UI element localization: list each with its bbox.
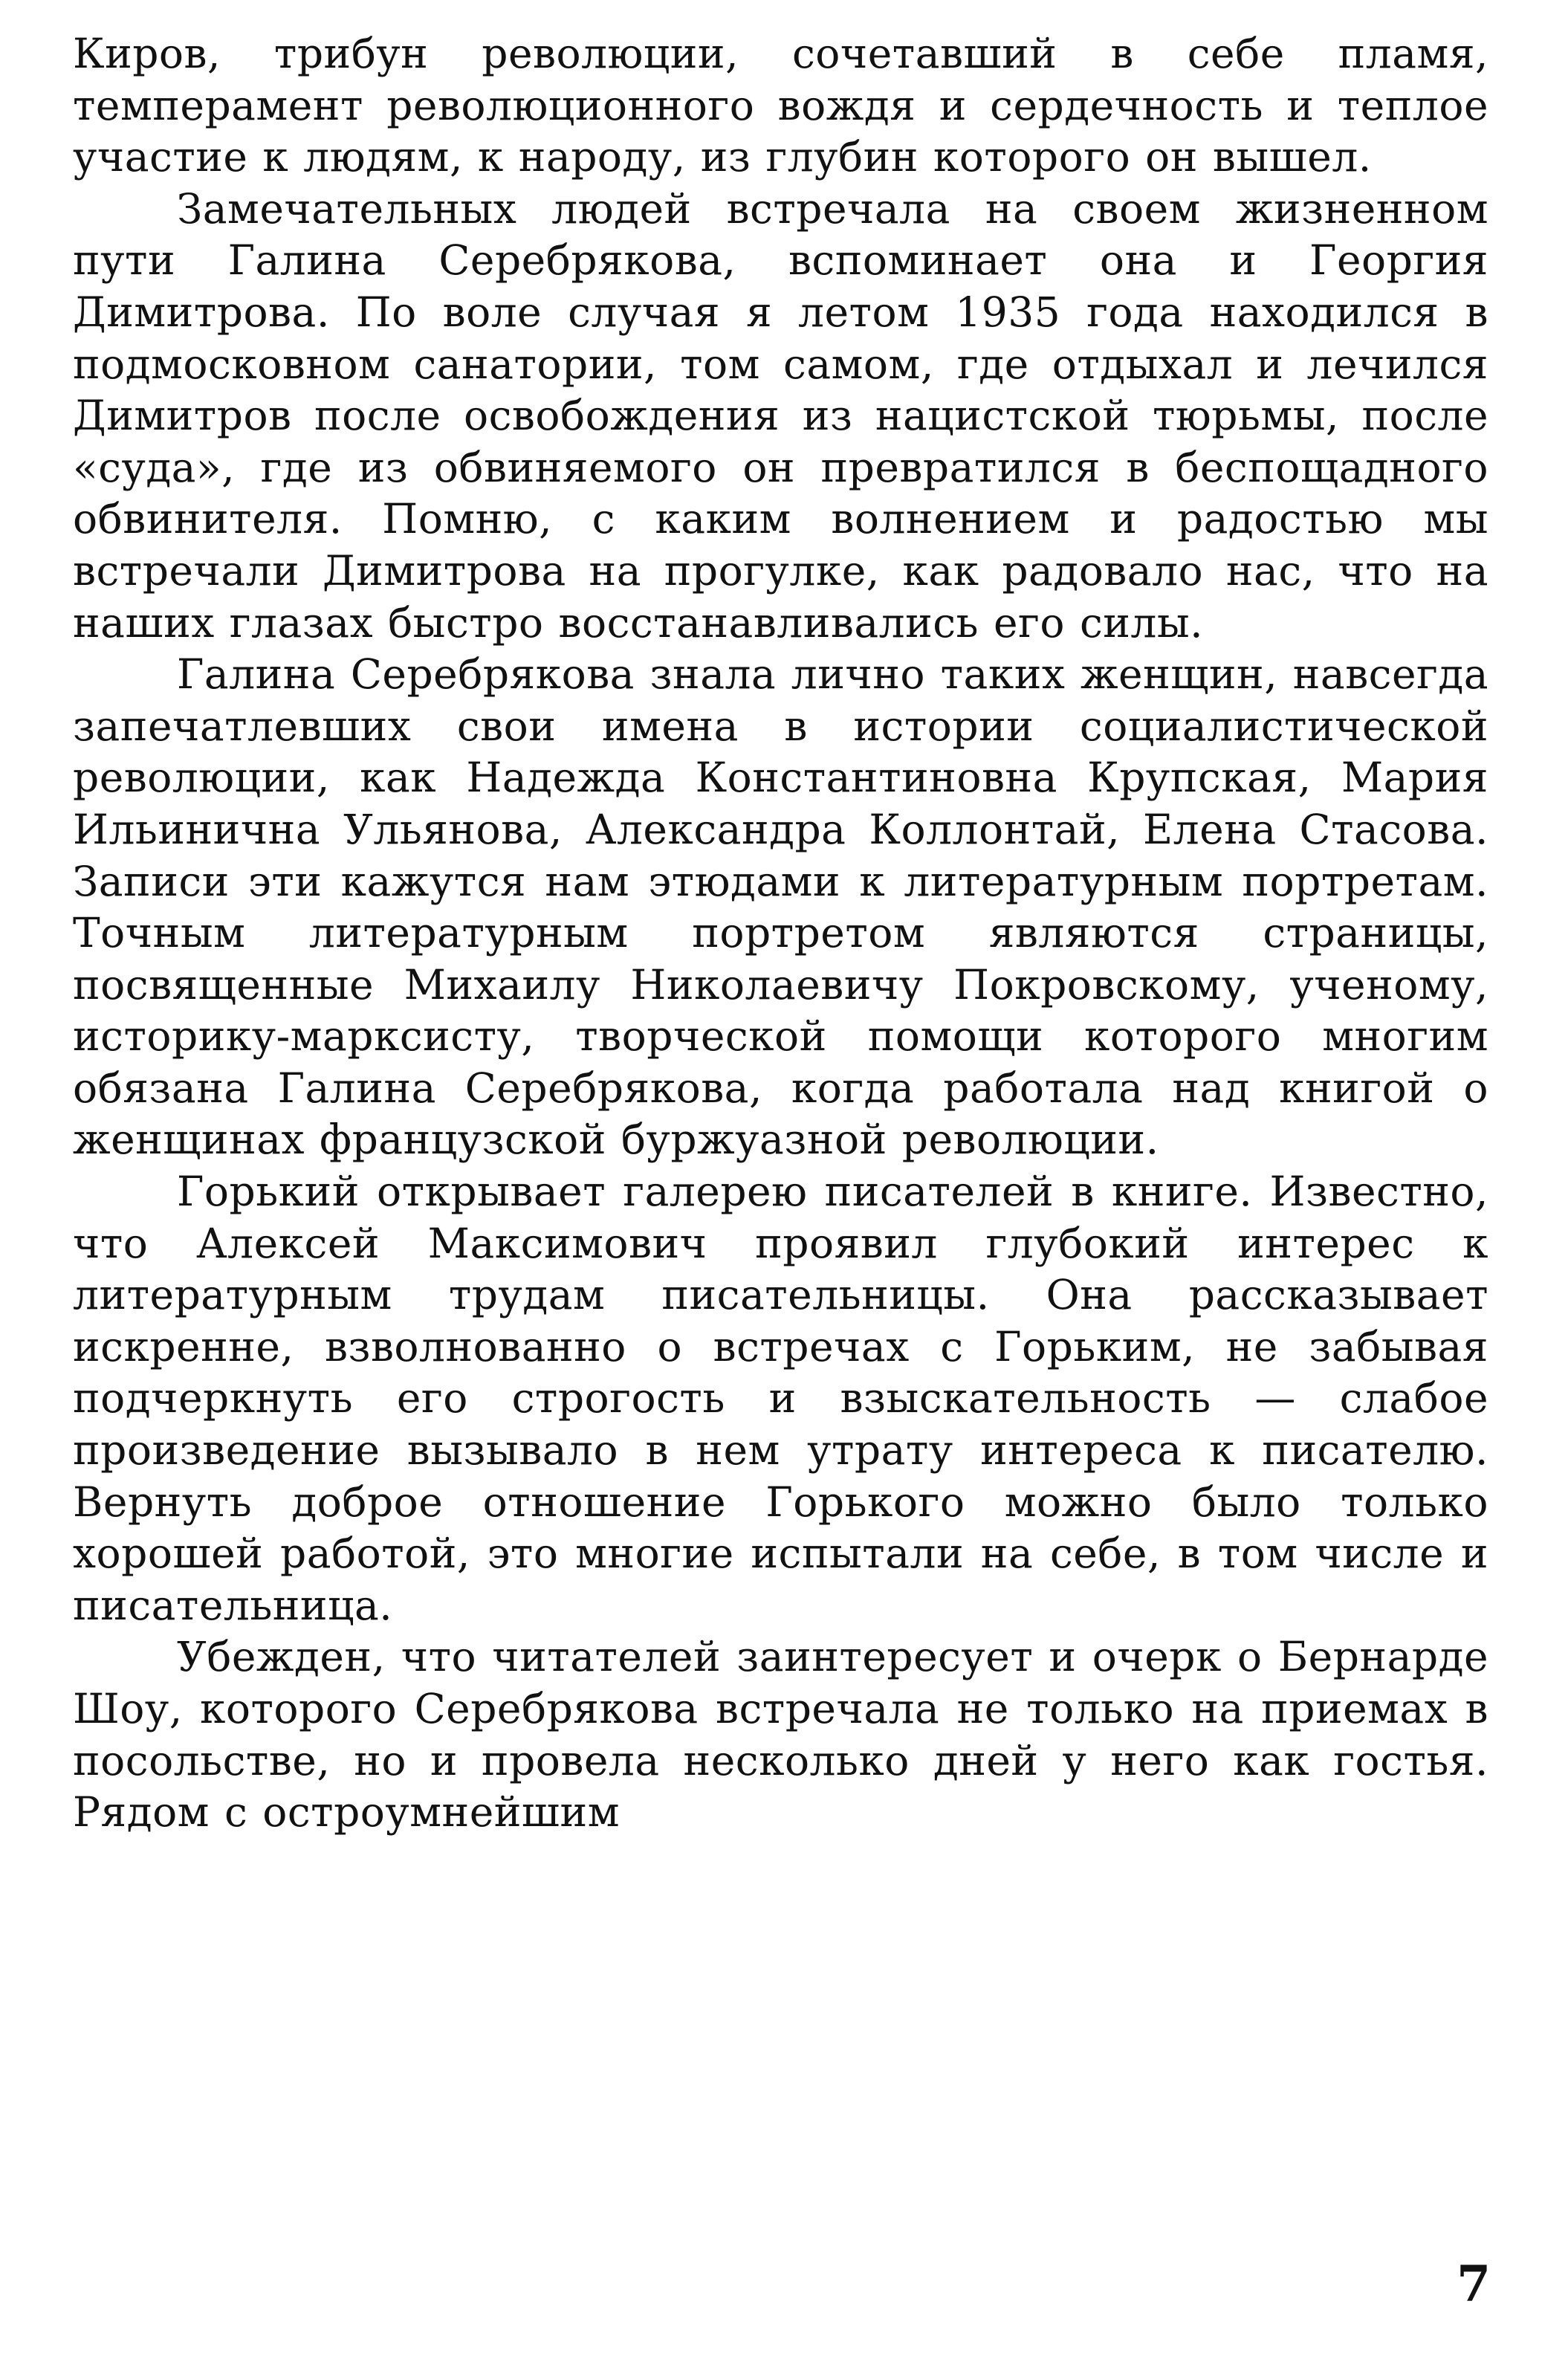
paragraph-shaw: Убежден, что читателей заинтересует и очерк о Бернарде Шоу, которого Серебрякова встречала не только на приемах в посольстве, но и провела несколько дней у него как гостья. Рядом с остроумнейшим — [73, 1633, 1488, 1837]
page-number: 7 — [1457, 2255, 1491, 2313]
paragraph-women: Галина Серебрякова знала лично таких женщин, навсегда запечатлевших свои имена в истории социалистической революции, как Надежда Константиновна Крупская, Мария Ильинична Ульянова, Александра Коллонтай, Елена Стасова. Записи эти кажутся нам этюдами к литературным портретам. Точным литературным портретом являются страницы, посвященные Михаилу Николаевичу Покровскому, ученому, историку-марксисту, творческой помощи которого многим обязана Галина Серебрякова, когда работала над книгой о женщинах французской буржуазной революции. — [73, 650, 1488, 1164]
page-body — [73, 28, 1488, 1839]
paragraph-kirov: Киров, трибун революции, сочетавший в себе пламя, темперамент революционного вождя и сердечность и теплое участие к людям, к народу, из глубин которого он вышел. — [73, 30, 1488, 181]
paragraph-dimitrov: Замечательных людей встречала на своем жизненном пути Галина Серебрякова, вспоминает она и Георгия Димитрова. По воле случая я летом 1935 года находился в подмосковном санатории, том самом, где отдыхал и лечился Димитров после освобождения из нацистской тюрьмы, после «суда», где из обвиняемого он превратился в беспощадного обвинителя. Помню, с каким волнением и радостью мы встречали Димитрова на прогулке, как радовало нас, что на наших глазах быстро восстанавливались его силы. — [73, 184, 1488, 647]
paragraph-gorky: Горький открывает галерею писателей в книге. Известно, что Алексей Максимович проявил глубокий интерес к литературным трудам писательницы. Она рассказывает искренне, взволнованно о встречах с Горьким, не забывая подчеркнуть его строгость и взыскательность — слабое произведение вызывало в нем утрату интереса к писателю. Вернуть доброе отношение Горького можно было только хорошей работой, это многие испытали на себе, в том числе и писательница. — [73, 1168, 1488, 1629]
